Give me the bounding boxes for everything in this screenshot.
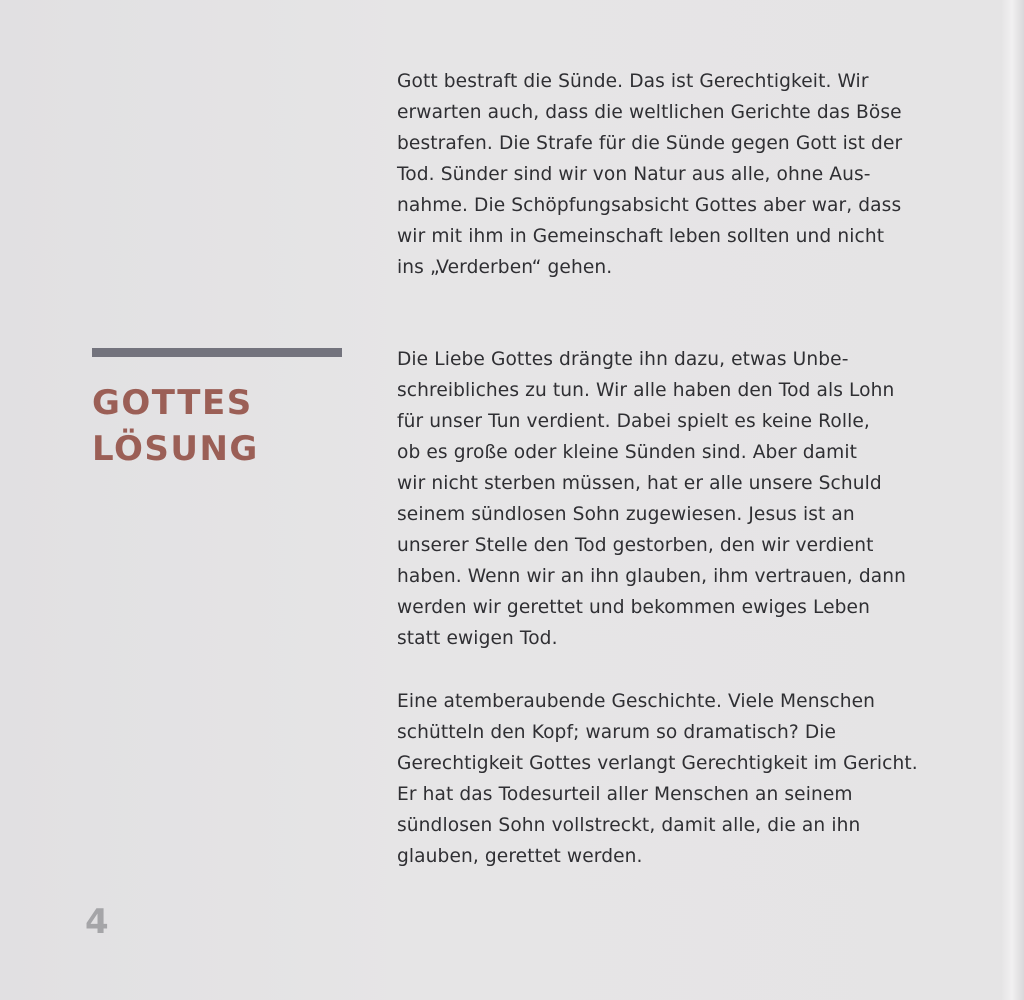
text-line: Er hat das Todesurteil aller Menschen an seinem: [397, 784, 853, 805]
paragraph-2: [397, 344, 977, 654]
text-line: für unser Tun verdient. Dabei spielt es keine Rolle,: [397, 411, 870, 432]
section-rule: [92, 348, 342, 357]
text-line: Gerechtigkeit Gottes verlangt Gerechtigkeit im Gericht.: [397, 753, 918, 774]
text-line: unserer Stelle den Tod gestorben, den wir verdient: [397, 535, 874, 556]
text-line: Eine atemberaubende Geschichte. Viele Menschen: [397, 691, 876, 712]
text-line: ob es große oder kleine Sünden sind. Aber damit: [397, 442, 858, 463]
page-edge: [1002, 0, 1024, 1000]
text-line: Die Liebe Gottes drängte ihn dazu, etwas Unbe-: [397, 349, 849, 370]
section-heading: [92, 380, 259, 472]
text-line: sündlosen Sohn vollstreckt, damit alle, die an ihn: [397, 815, 861, 836]
text-line: bestrafen. Die Strafe für die Sünde gegen Gott ist der: [397, 133, 903, 154]
text-line: wir mit ihm in Gemeinschaft leben sollten und nicht: [397, 226, 885, 247]
paragraph-1: [397, 66, 977, 283]
text-line: erwarten auch, dass die weltlichen Gerichte das Böse: [397, 102, 902, 123]
paragraph-3: [397, 686, 977, 872]
text-line: Tod. Sünder sind wir von Natur aus alle, ohne Aus-: [397, 164, 871, 185]
text-line: Gott bestraft die Sünde. Das ist Gerechtigkeit. Wir: [397, 71, 869, 92]
heading-line: GOTTES: [92, 383, 253, 423]
text-line: haben. Wenn wir an ihn glauben, ihm vertrauen, dann: [397, 566, 906, 587]
heading-line: LÖSUNG: [92, 429, 259, 469]
text-line: schütteln den Kopf; warum so dramatisch? Die: [397, 722, 837, 743]
page-number: 4: [85, 902, 109, 942]
text-line: nahme. Die Schöpfungsabsicht Gottes aber war, dass: [397, 195, 902, 216]
text-line: ins „Verderben“ gehen.: [397, 257, 613, 278]
text-line: werden wir gerettet und bekommen ewiges Leben: [397, 597, 870, 618]
text-line: seinem sündlosen Sohn zugewiesen. Jesus ist an: [397, 504, 855, 525]
text-line: statt ewigen Tod.: [397, 628, 558, 649]
text-line: glauben, gerettet werden.: [397, 846, 643, 867]
text-line: wir nicht sterben müssen, hat er alle unsere Schuld: [397, 473, 882, 494]
text-line: schreibliches zu tun. Wir alle haben den Tod als Lohn: [397, 380, 895, 401]
